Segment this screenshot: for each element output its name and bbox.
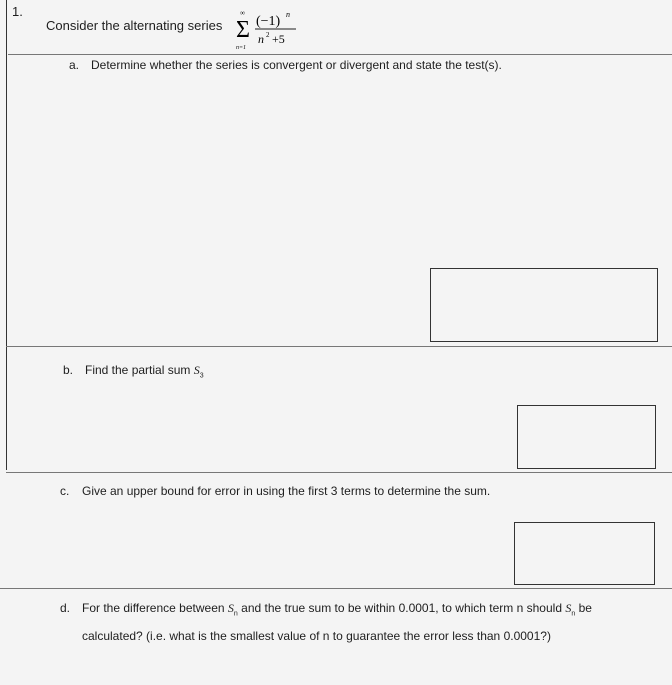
part-d: [60, 597, 660, 647]
partial-sum-symbol: S: [193, 363, 200, 377]
sn-subscript-2: n: [571, 610, 576, 618]
part-d-label: d.: [60, 601, 71, 615]
part-d-text-3: be: [578, 601, 592, 615]
denominator-var: n: [258, 32, 264, 46]
sigma-lower-limit: n=1: [236, 45, 247, 51]
denominator-rest: +5: [272, 32, 285, 46]
part-d-text-1: For the difference between: [82, 601, 225, 615]
part-a-text: Determine whether the series is convergent or divergent and state the test(s).: [91, 58, 502, 72]
part-a-label: a.: [69, 58, 80, 72]
answer-box-c[interactable]: [514, 522, 655, 585]
part-b-label: b.: [63, 363, 74, 377]
sigma-formula-svg: [234, 6, 304, 52]
part-c-label: c.: [60, 484, 70, 498]
denominator-exponent: 2: [266, 31, 270, 39]
sn-symbol-1: S: [227, 601, 234, 615]
left-margin-line: [6, 0, 7, 470]
answer-box-b[interactable]: [517, 405, 656, 469]
part-c: [60, 480, 490, 502]
sn-symbol-2: S: [565, 601, 572, 615]
answer-box-a[interactable]: [430, 268, 658, 342]
problem-intro: Consider the alternating series: [46, 18, 223, 33]
divider-b-c: [6, 472, 672, 473]
part-a: [69, 54, 502, 76]
part-b: [63, 359, 204, 387]
part-d-text-4: calculated? (i.e. what is the smallest value of n to guarantee the error less than 0.0001?): [82, 629, 551, 644]
partial-sum-subscript: 3: [199, 372, 204, 380]
part-d-text-2: and the true sum to be within 0.0001, to which term n should: [241, 601, 562, 615]
sigma-upper-limit: ∞: [240, 9, 245, 17]
divider-c-d: [0, 588, 672, 589]
part-b-text: Find the partial sum: [85, 363, 191, 377]
problem-number: 1.: [12, 4, 23, 19]
part-c-text: Give an upper bound for error in using the first 3 terms to determine the sum.: [82, 484, 491, 498]
sigma-symbol: Σ: [236, 17, 250, 43]
numerator: (−1): [256, 14, 281, 29]
numerator-exponent: n: [286, 10, 290, 19]
series-formula: [234, 6, 304, 52]
sn-subscript-1: n: [233, 610, 238, 618]
divider-a-b: [6, 346, 672, 347]
